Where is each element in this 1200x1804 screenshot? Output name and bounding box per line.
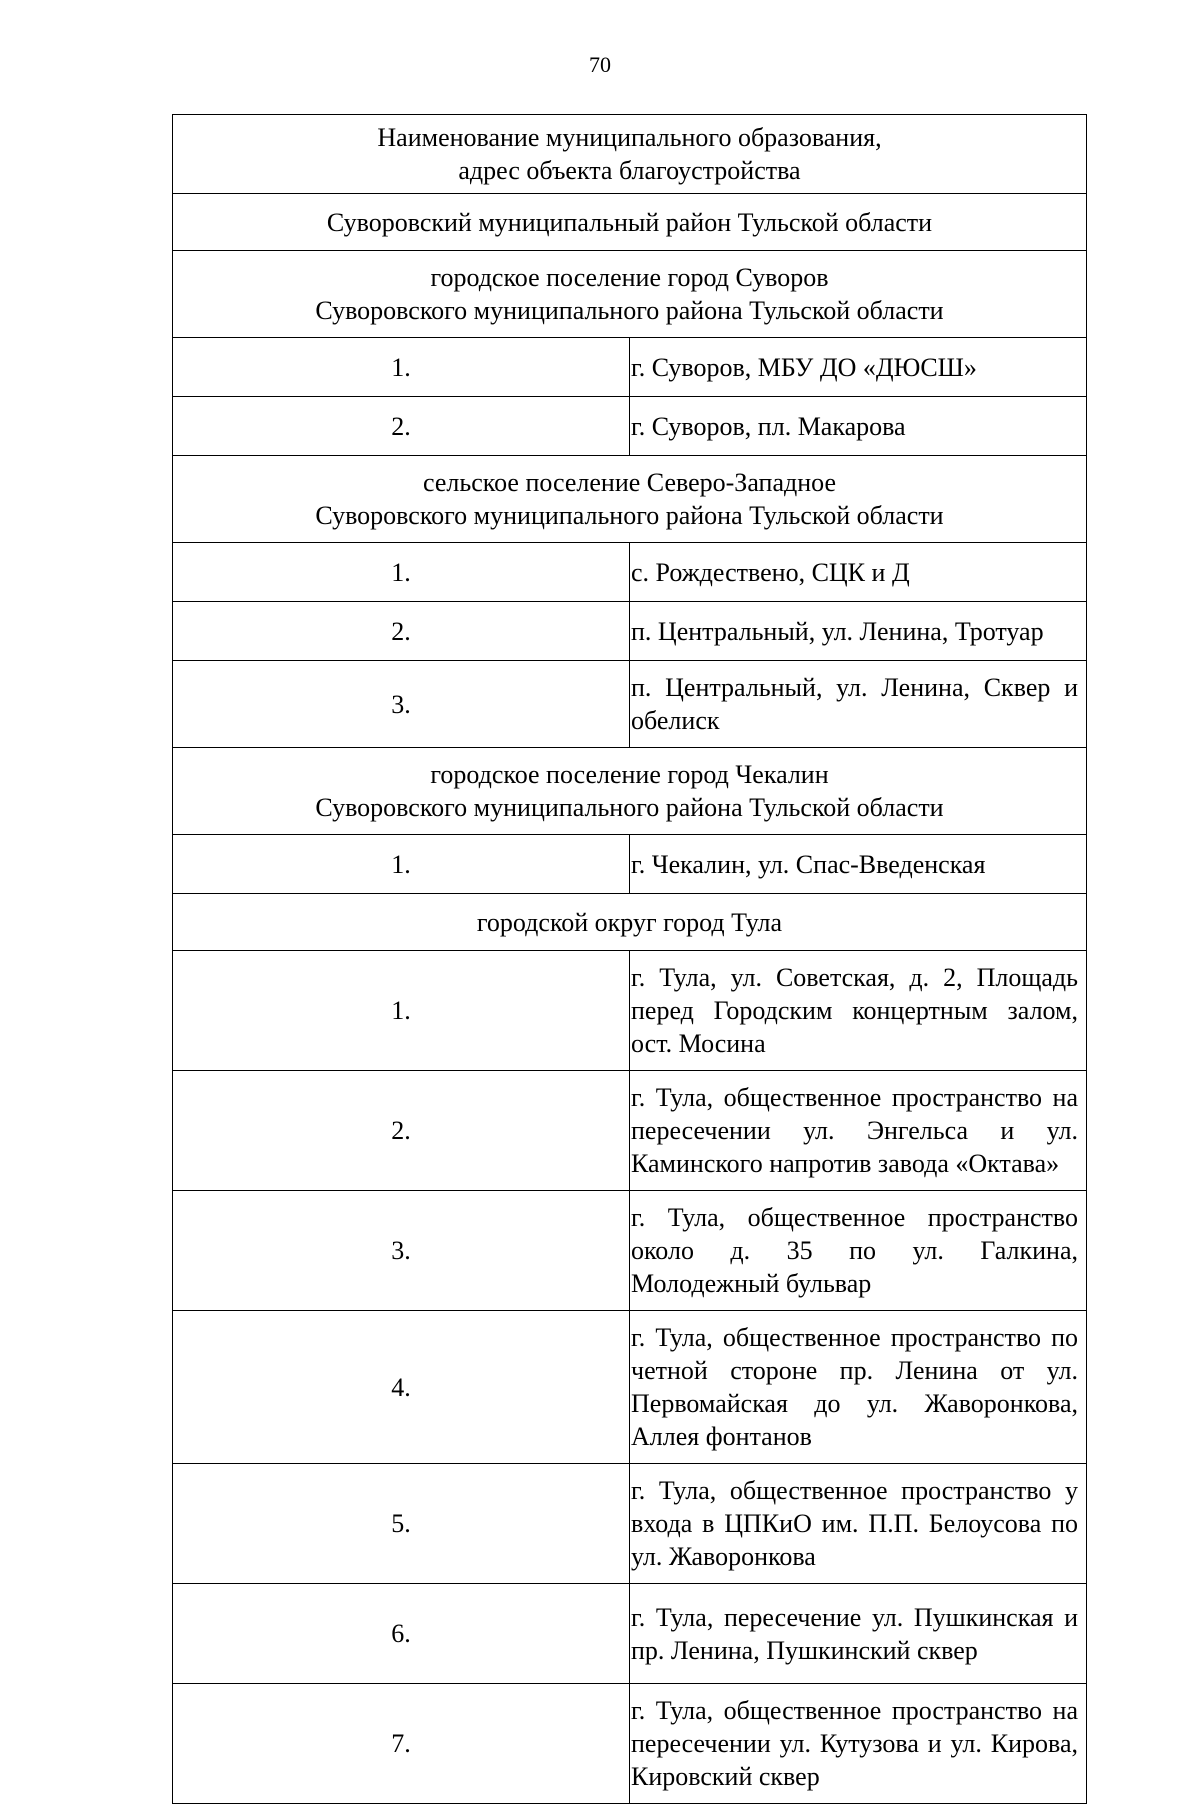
item-address: г. Тула, общественное пространство на пересечении ул. Кутузова и ул. Кирова, Кировский сквер: [630, 1684, 1087, 1804]
item-address: г. Тула, общественное пространство на пересечении ул. Энгельса и ул. Каминского напротив завода «Октава»: [630, 1071, 1087, 1191]
table-row: [173, 1464, 1087, 1584]
item-address: г. Тула, общественное пространство у входа в ЦПКиО им. П.П. Белоусова по ул. Жаворонкова: [630, 1464, 1087, 1584]
settlement-cell: [173, 456, 1087, 543]
item-number: 6.: [173, 1584, 630, 1684]
item-address: г. Тула, общественное пространство по четной стороне пр. Ленина от ул. Первомайская до ул. Жаворонкова, Аллея фонтанов: [630, 1311, 1087, 1464]
item-number: 7.: [173, 1684, 630, 1804]
item-address: п. Центральный, ул. Ленина, Тротуар: [630, 602, 1087, 661]
item-number: 1.: [173, 835, 630, 894]
item-number: 4.: [173, 1311, 630, 1464]
item-number: 1.: [173, 543, 630, 602]
settlement-cell: [173, 894, 1087, 951]
item-address: г. Тула, общественное пространство около д. 35 по ул. Галкина, Молодежный бульвар: [630, 1191, 1087, 1311]
item-number: 2.: [173, 397, 630, 456]
settlement-title-line: Суворовского муниципального района Тульской области: [315, 296, 944, 325]
settlement-row: [173, 456, 1087, 543]
settlement-title-line: городской округ город Тула: [476, 907, 783, 937]
district-row: [173, 194, 1087, 251]
district-cell: Суворовский муниципальный район Тульской области: [173, 194, 1087, 251]
item-number: 3.: [173, 1191, 630, 1311]
table-row: [173, 1684, 1087, 1804]
header-line: адрес объекта благоустройства: [458, 156, 801, 185]
item-number: 3.: [173, 661, 630, 748]
item-address: г. Тула, пересечение ул. Пушкинская и пр. Ленина, Пушкинский сквер: [630, 1584, 1087, 1684]
settlement-cell: [173, 748, 1087, 835]
table-row: [173, 1584, 1087, 1684]
table-row: [173, 951, 1087, 1071]
settlement-title-line: Суворовского муниципального района Тульской области: [315, 501, 944, 530]
table-row: [173, 661, 1087, 748]
item-number: 1.: [173, 338, 630, 397]
item-address: г. Тула, ул. Советская, д. 2, Площадь перед Городским концертным залом, ост. Мосина: [630, 951, 1087, 1071]
table-header-cell: [173, 115, 1087, 194]
table-row: [173, 338, 1087, 397]
item-address: г. Чекалин, ул. Спас-Введенская: [630, 835, 1087, 894]
item-address: п. Центральный, ул. Ленина, Сквер и обелиск: [630, 661, 1087, 748]
table-row: [173, 397, 1087, 456]
table-row: [173, 1191, 1087, 1311]
settlement-cell: [173, 251, 1087, 338]
item-number: 5.: [173, 1464, 630, 1584]
item-address: с. Рождествено, СЦК и Д: [630, 543, 1087, 602]
objects-table: [172, 114, 1087, 1804]
table-row: [173, 835, 1087, 894]
table-row: [173, 1311, 1087, 1464]
item-address: г. Суворов, пл. Макарова: [630, 397, 1087, 456]
settlement-row: [173, 748, 1087, 835]
settlement-title-line: сельское поселение Северо-Западное: [423, 468, 836, 497]
table-row: [173, 1071, 1087, 1191]
item-number: 2.: [173, 602, 630, 661]
header-line: Наименование муниципального образования,: [377, 123, 882, 152]
settlement-title-line: городское поселение город Чекалин: [430, 760, 829, 789]
table-header-row: [173, 115, 1087, 194]
page-number: 70: [589, 52, 611, 77]
settlement-title-line: Суворовского муниципального района Тульской области: [315, 793, 944, 822]
table-row: [173, 543, 1087, 602]
table-row: [173, 602, 1087, 661]
settlement-row: [173, 251, 1087, 338]
item-number: 1.: [173, 951, 630, 1071]
settlement-title-line: городское поселение город Суворов: [430, 263, 829, 292]
item-number: 2.: [173, 1071, 630, 1191]
settlement-row: [173, 894, 1087, 951]
item-address: г. Суворов, МБУ ДО «ДЮСШ»: [630, 338, 1087, 397]
